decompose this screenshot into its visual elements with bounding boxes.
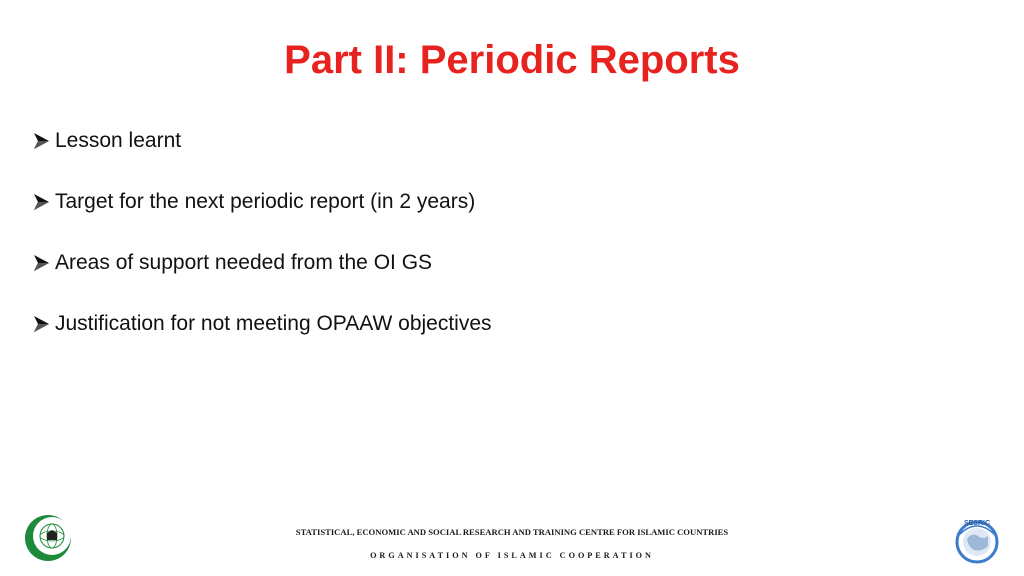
bullet-text: Target for the next periodic report (in 2 years)	[55, 190, 476, 213]
slide-title: Part II: Periodic Reports	[284, 38, 740, 82]
footer-organization-name: STATISTICAL, ECONOMIC AND SOCIAL RESEARCH AND TRAINING CENTRE FOR ISLAMIC COUNTRIES	[295, 527, 729, 537]
bullet-text: Areas of support needed from the OI GS	[55, 251, 433, 274]
bullet-item	[32, 187, 492, 217]
sesric-logo-text: SESRIC	[963, 520, 991, 527]
arrow-bullet-icon	[32, 132, 50, 150]
arrow-bullet-icon	[32, 315, 50, 333]
bullet-list	[32, 126, 492, 370]
footer-oic-name: ORGANISATION OF ISLAMIC COOPERATION	[370, 551, 654, 560]
bullet-item	[32, 309, 492, 339]
bullet-item	[32, 126, 492, 156]
arrow-bullet-icon	[32, 254, 50, 272]
bullet-item	[32, 248, 492, 278]
bullet-text: Justification for not meeting OPAAW objectives	[55, 312, 492, 335]
bullet-text: Lesson learnt	[55, 129, 182, 152]
arrow-bullet-icon	[32, 193, 50, 211]
